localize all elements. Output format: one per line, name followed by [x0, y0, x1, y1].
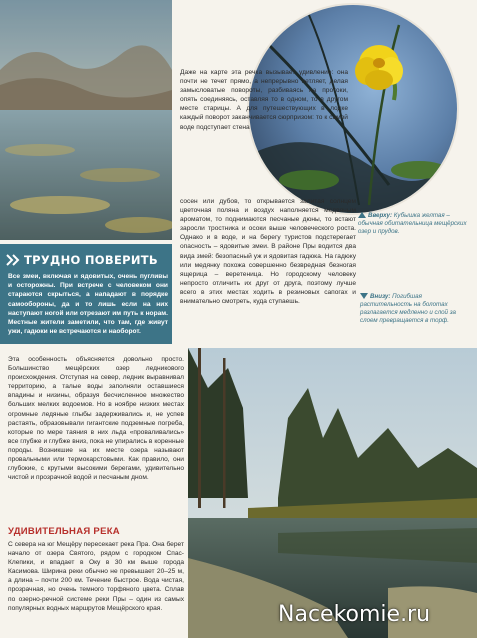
caption-forest-lake — [360, 293, 472, 325]
arrow-up-icon — [358, 212, 366, 218]
box-title: ТРУДНО ПОВЕРИТЬ — [24, 253, 158, 267]
caption-text: Погибшая растительность на болотах разлагается медленно и слой за слоем превращается в торф. — [360, 293, 456, 324]
watermark: Nacekomie.ru — [278, 602, 431, 627]
caption-text: Кубышка желтая – обычная обитательница мещёрских озер и прудов. — [358, 212, 467, 235]
box-body: Все змеи, включая и ядовитых, очень пугливы и осторожны. При встрече с человеком они стараются скрыться, а нападают в порядке самообороны, да и то лишь если на них наступают ногой или отрезают им путь к норам. Местные жители заметили, что там, где живут ужи, гадюки не встречаются и наоборот. — [8, 273, 168, 336]
section-heading: УДИВИТЕЛЬНАЯ РЕКА — [8, 526, 120, 537]
lakes-paragraph: Эта особенность объясняется довольно просто. Большинство мещёрских озер ледникового происхождения. Отступая на север, ледник выравнивал территорию, а талые воды заполняли оставшиеся впадины и низины, образуя бесчисленное множество больших мелких водоемов. Но в ноябре низких местах огромные ледяные глыбы задерживались и, не успев растаять, образовывали гигантские подземные погреба, которые по мере таяния в них льда «проваливались» все глубже и глубже вниз, пока не упирались в коренные породы. Возникшие на их месте озера называют провальными или термокарстовыми. Как правило, они глубокие, с крутыми высокими берегами, удивительно чистой и прозрачной водой и песчаным дном. — [8, 356, 184, 482]
caption-lead: Внизу: — [370, 293, 391, 300]
intro-paragraph: Даже на карте эта речка вызывает удивление: она почти не течет прямо, а непрерывно петляет, делая замысловатые повороты, разбиваясь на протоки, опять соединяясь, оставляя то в одном, то в другом месте старицы. А для путешествующих в лодке каждый поворот заканчивается сюрпризом: то к самой воде подступает стена — [180, 69, 348, 131]
double-chevron-icon — [6, 253, 20, 267]
snakes-paragraph: сосен или дубов, то открывается залитая солнцем цветочная поляна и воздух наполняется медвяным ароматом, то поднимаются песчаные дюны, то встают заросли тростника и осоки выше человеческого роста. Однако и в воде, и на берегу туристов подстерегает опасность – ядовитые змеи. В районе Пры водится два вида змей: безопасный уж и ядовитая гадюка. На гадюку или медянку похожа совершенно безвредная безногая ящерица – веретеница. Но городскому человеку непросто отличить их друг от друга, поэтому лучше всего в этих местах ходить в резиновых сапогах и внимательно смотреть, куда ступаешь. — [180, 198, 356, 306]
hard-to-believe-box — [0, 244, 172, 344]
forest-lake-photo — [188, 348, 477, 638]
misty-lake-photo — [0, 0, 172, 240]
caption-water-lily — [358, 212, 470, 236]
river-paragraph: С севера на юг Мещёру пересекает река Пра. Она берет начало от озера Святого, рядом с городком Спас-Клепики, и впадает в Оку в 30 км выше города Касимова. Ширина реки обычно не превышает 20–25 м, а длина – почти 200 км. Течение быстрое. Вода чистая, прозрачная, но очень темного торфяного цвета. Сплав по озерно-речной системе реки Пры – один из самых популярных водных маршрутов Мещёрского края. — [8, 541, 184, 612]
arrow-down-icon — [360, 293, 368, 299]
caption-lead: Вверху: — [368, 212, 393, 219]
